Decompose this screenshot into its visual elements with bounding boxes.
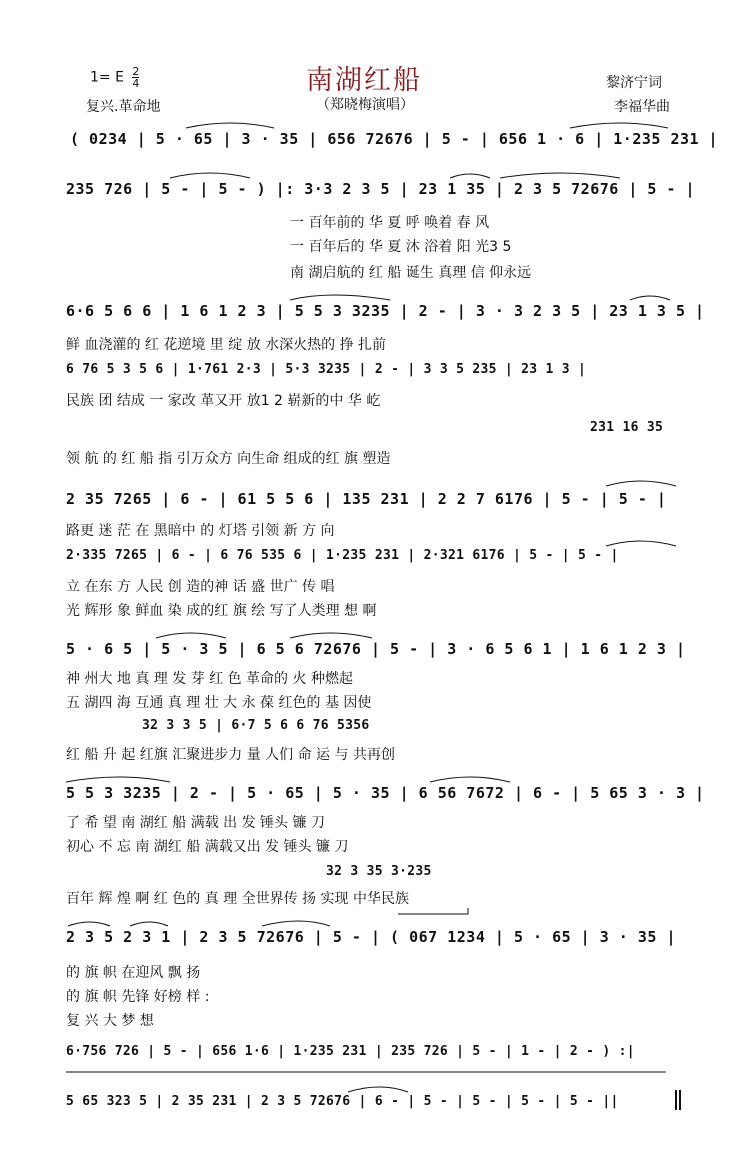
final-barline [676, 1090, 680, 1110]
lyric-row-5-1: 路更 迷 茫 在 黑暗中 的 灯塔 引领 新 方 向 [66, 523, 335, 539]
time-signature-bottom: 4 [132, 77, 140, 90]
time-signature-top: 2 [132, 65, 140, 78]
notation-row-7: 5 · 6 5 | 5 · 3 5 | 6 5 6 72676 | 5 - | 3 · 6 5 6 1 | 1 6 1 2 3 | [66, 640, 686, 658]
lyric-row-6-2: 光 辉形 象 鲜血 染 成的红 旗 绘 写了人类理 想 啊 [66, 603, 377, 619]
slur-mark [290, 295, 390, 300]
lyricist-credit: 黎济宁词 [606, 75, 662, 91]
lyric-row-2-2: 一 百年后的 华 夏 沐 浴着 阳 光3 5 [290, 239, 512, 255]
lyric-row-2-3: 南 湖启航的 红 船 诞生 真理 信 仰永远 [290, 265, 532, 281]
lyric-row-9-2: 初心 不 忘 南 湖红 船 满载又出 发 锤头 镰 刀 [66, 839, 349, 855]
slur-mark [130, 922, 168, 926]
time-signature [132, 66, 139, 89]
notation-row-1: ( 0234 | 5 · 65 | 3 · 35 | 656 72676 | 5 - | 656 1 · 6 | 1·235 231 | [70, 130, 719, 148]
slur-mark [262, 921, 330, 926]
lyric-row-7-1: 神 州大 地 真 理 发 芽 红 色 革命的 火 种燃起 [66, 671, 353, 687]
style-note: 复兴.革命地 [86, 99, 161, 115]
lyric-row-11-1: 的 旗 帜 在迎风 飘 扬 [66, 965, 201, 981]
slur-mark [570, 123, 668, 128]
lyric-row-7-2: 五 湖四 海 互通 真 理 壮 大 永 葆 红色的 基 因使 [66, 695, 372, 711]
slur-mark [500, 173, 620, 178]
lyric-row-11-2: 的 旗 帜 先锋 好榜 样 : [66, 989, 210, 1005]
lyric-row-2-1: 一 百年前的 华 夏 呼 唤着 春 风 [290, 215, 490, 231]
slur-mark [606, 541, 676, 546]
slur-mark [290, 633, 372, 638]
lyric-row-3-1: 鲜 血浇灌的 红 花逆境 里 绽 放 水深火热的 挣 扎前 [66, 337, 387, 353]
key-signature [90, 66, 139, 89]
notation-row-12: 6·756 726 | 5 - | 656 1·6 | 1·235 231 | 235 726 | 5 - | 1 - | 2 - ) :| [66, 1044, 635, 1059]
lyric-row-9-1: 了 希 望 南 湖红 船 满载 出 发 锤头 镰 刀 [66, 815, 325, 831]
lyric-row-11-3: 复 兴 大 梦 想 [66, 1013, 154, 1029]
notation-row-4: 6 76 5 3 5 6 | 1·761 2·3 | 5·3 3235 | 2 - | 3 3 5 235 | 23 1 3 | [66, 362, 587, 377]
lyric-row-4-1: 民族 团 结成 一 家改 革又开 放1 2 崭新的中 华 屹 [66, 393, 381, 409]
notation-row-3: 6·6 5 6 6 | 1 6 1 2 3 | 5 5 3 3235 | 2 - | 3 · 3 2 3 5 | 23 1 3 5 | [66, 302, 705, 320]
notation-row-4-extra: 231 16 35 [590, 420, 664, 435]
slur-mark [186, 123, 274, 128]
slur-mark [156, 633, 226, 638]
slur-mark [170, 173, 250, 178]
lyric-row-10-1: 百年 辉 煌 啊 红 色的 真 理 全世界传 扬 实现 中华民族 [66, 891, 409, 907]
notation-row-6: 2·335 7265 | 6 - | 6 76 535 6 | 1·235 231 | 2·321 6176 | 5 - | 5 - | [66, 548, 619, 563]
notation-row-9-extra: 32 3 35 3·235 [326, 864, 432, 879]
key-label: 1= E [90, 69, 124, 86]
song-title: 南湖红船 [306, 65, 422, 96]
slur-mark [348, 1087, 408, 1092]
notation-row-13: 5 65 323 5 | 2 35 231 | 2 3 5 72676 | 6 - | 5 - | 5 - | 5 - | 5 - || [66, 1094, 619, 1109]
notation-row-2: 235 726 | 5 - | 5 - ) |: 3·3 2 3 5 | 23 1 35 | 2 3 5 72676 | 5 - | [66, 180, 696, 198]
notation-row-11: 2 3 5 2 3 1 | 2 3 5 72676 | 5 - | ( 067 1234 | 5 · 65 | 3 · 35 | [66, 928, 676, 946]
notation-row-5: 2 35 7265 | 6 - | 61 5 5 6 | 135 231 | 2 2 7 6176 | 5 - | 5 - | [66, 490, 667, 508]
slur-mark [630, 296, 670, 300]
volta-bracket-1 [398, 908, 468, 914]
notation-row-7-extra: 32 3 3 5 | 6·7 5 6 6 76 5356 [142, 718, 370, 733]
lyric-row-6-1: 立 在东 方 人民 创 造的神 话 盛 世广 传 唱 [66, 579, 335, 595]
slur-mark [606, 481, 676, 486]
composer-credit: 李福华曲 [614, 99, 670, 115]
singer-credit: （郑晓梅演唱） [316, 97, 414, 113]
slur-mark [450, 174, 490, 178]
lyric-row-8-1: 红 船 升 起 红旗 汇聚进步力 量 人们 命 运 与 共再创 [66, 747, 395, 763]
slur-mark [68, 922, 110, 926]
slur-mark [430, 777, 510, 782]
slur-mark [66, 777, 170, 782]
lyric-row-4-2: 领 航 的 红 船 指 引万众方 向生命 组成的红 旗 塑造 [66, 451, 391, 467]
notation-row-9: 5 5 3 3235 | 2 - | 5 · 65 | 5 · 35 | 6 56 7672 | 6 - | 5 65 3 · 3 | [66, 784, 705, 802]
